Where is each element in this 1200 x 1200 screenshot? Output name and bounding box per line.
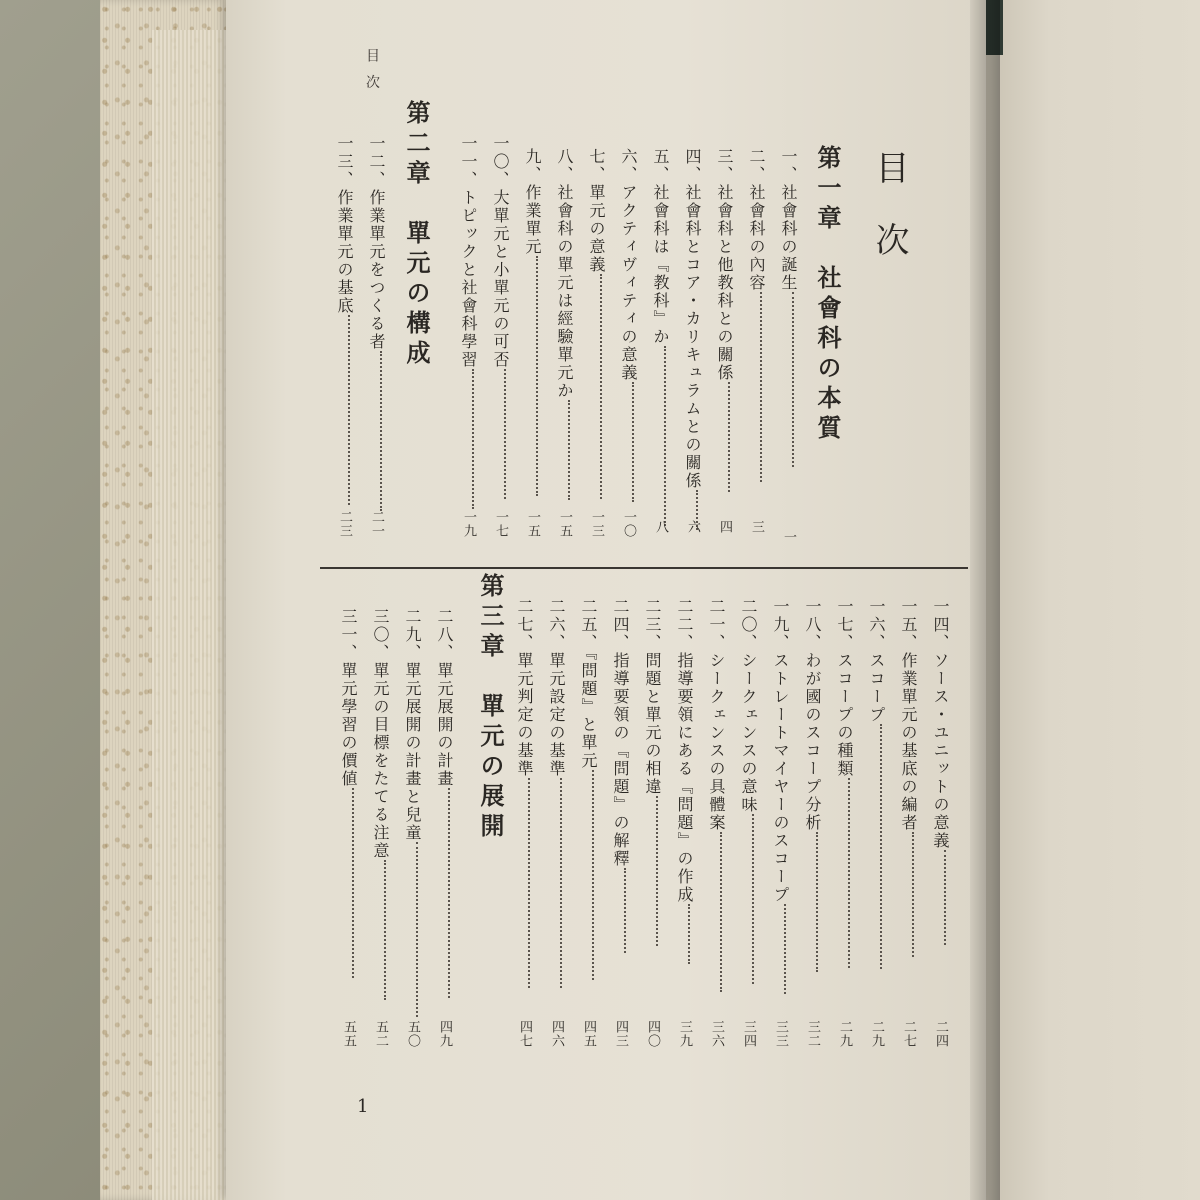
dot-leader [352,788,356,978]
chapter-1-title: 第一章 社會科の本質 [813,145,842,445]
book-page-edges-inner [152,30,232,1200]
toc-entry [548,598,564,988]
entry-text: 一六、スコープ [867,598,886,724]
entry-text: 七、單元の意義 [587,148,606,274]
page-number: 四 [717,520,732,534]
dot-leader [728,382,732,492]
running-head: 目 次 [364,48,380,93]
entry-text: 一一、トピックと社會科學習 [459,135,478,369]
toc-entry [836,598,852,968]
page-number: 四〇 [645,1020,660,1048]
dot-leader [348,315,352,505]
dot-leader [720,832,724,992]
dot-leader [600,274,604,499]
page-number: 三二 [805,1020,820,1048]
toc-entry [436,608,452,998]
page-number: 四七 [517,1020,532,1048]
dot-leader [536,256,540,496]
dot-leader [448,788,452,998]
toc-entry [708,598,724,992]
toc-entry [368,135,384,511]
dot-leader [944,850,948,945]
entry-text: 二、社會科の內容 [747,148,766,292]
dot-leader [592,770,596,980]
toc-entry [588,148,604,499]
dot-leader [624,868,628,953]
dot-leader [912,832,916,957]
toc-entry [372,608,388,1000]
page-number: 三九 [677,1020,692,1048]
entry-text: 二一、シークェンスの具體案 [707,598,726,832]
dot-leader [384,860,388,1000]
toc-entry [932,598,948,945]
page-number: 三 [749,520,764,534]
gutter-shadow [970,0,1000,1200]
dot-leader [688,904,692,964]
dot-leader [848,778,852,968]
entry-text: 三〇、單元の目標をたてる注意 [371,608,390,860]
toc-entry [336,135,352,505]
entry-text: 八、社會科の單元は經驗單元か [555,148,574,400]
entry-text: 一五、作業單元の基底の編者 [899,598,918,832]
dot-leader [560,778,564,988]
toc-entry [748,148,764,482]
page-number: 二一 [369,510,384,538]
toc-entry [684,148,700,530]
entry-text: 一〇、大單元と小單元の可否 [491,135,510,369]
dot-leader [528,778,532,988]
page-number: 二七 [901,1020,916,1048]
toc-entry [340,608,356,978]
entry-text: 二三、問題と單元の相違 [643,598,662,796]
toc-entry [580,598,596,980]
entry-text: 一四、ソース・ユニットの意義 [931,598,950,850]
toc-entry [740,598,756,984]
page-number: 五二 [373,1020,388,1048]
toc-entry [676,598,692,964]
dot-leader [664,346,668,526]
toc-entry [716,148,732,492]
toc-entry [556,148,572,500]
dot-leader [632,382,636,502]
entry-text: 一九、ストレートマイヤーのスコープ [771,598,790,904]
toc-entry [780,148,796,467]
dot-leader [784,904,788,994]
entry-text: 一七、スコープの種類 [835,598,854,778]
page-number: 二四 [933,1020,948,1048]
page-number: 四九 [437,1020,452,1048]
entry-text: 二九、單元展開の計畫と兒童 [403,608,422,842]
page-number: 三四 [741,1020,756,1048]
entry-text: 一三、作業單元の基底 [335,135,354,315]
page-number: 三六 [709,1020,724,1048]
dot-leader [416,842,420,1017]
toc-entry [804,598,820,972]
toc-entry [404,608,420,1017]
page-number: 二九 [869,1020,884,1048]
toc-entry [620,148,636,502]
page-number: 四五 [581,1020,596,1048]
toc-entry [612,598,628,953]
entry-text: 二二、指導要領にある『問題』の作成 [675,598,694,904]
dot-leader [880,724,884,969]
dot-leader [472,369,476,509]
chapter-3-title: 第三章 單元の展開 [476,573,505,843]
page-number: 五五 [341,1020,356,1048]
toc-entry [772,598,788,994]
entry-text: 二五、『問題』と單元 [579,598,598,770]
dot-leader [760,292,764,482]
entry-text: 二〇、シークェンスの意味 [739,598,758,814]
entry-text: 三、社會科と他教科との關係 [715,148,734,382]
entry-text: 一、社會科の誕生 [779,148,798,292]
dot-leader [792,292,796,467]
toc-entry [868,598,884,969]
page-number: 一三 [589,510,604,538]
page-number: 一七 [493,510,508,538]
toc-entry [644,598,660,946]
toc-title: 目次 [869,150,909,294]
page-number: 二三 [337,510,352,538]
entry-text: 六、アクティヴィティの意義 [619,148,638,382]
page-number: 一九 [461,510,476,538]
page-number: 一五 [525,510,540,538]
page-number: 六 [685,520,700,534]
page-number: 四三 [613,1020,628,1048]
chapter-2-title: 第二章 單元の構成 [402,100,431,370]
toc-entry [516,598,532,988]
page-number: 一 [781,530,796,544]
entry-text: 二七、單元判定の基準 [515,598,534,778]
page-number: 四六 [549,1020,564,1048]
entry-text: 九、作業單元 [523,148,542,256]
page-number: 五〇 [405,1020,420,1048]
page-number: 一〇 [621,510,636,538]
dot-leader [656,796,660,946]
toc-entry [900,598,916,957]
facing-page [985,0,1200,1200]
page-number: 一五 [557,510,572,538]
toc-entry [524,148,540,496]
dot-leader [816,832,820,972]
page-number: 三三 [773,1020,788,1048]
entry-text: 二八、單元展開の計畫 [435,608,454,788]
page-number: 八 [653,520,668,534]
entry-text: 二六、單元設定の基準 [547,598,566,778]
entry-text: 二四、指導要領の『問題』の解釋 [611,598,630,868]
entry-text: 五、社會科は『教科』か [651,148,670,346]
dot-leader [568,400,572,500]
entry-text: 一八、わが國のスコープ分析 [803,598,822,832]
toc-entry [492,135,508,499]
entry-text: 一二、作業單元をつくる者 [367,135,386,351]
dot-leader [752,814,756,984]
entry-text: 四、社會科とコア・カリキュラムとの關係 [683,148,702,490]
dot-leader [504,369,508,499]
toc-entry [460,135,476,509]
page-number: 二九 [837,1020,852,1048]
section-divider [320,567,968,569]
entry-text: 三一、單元學習の價値 [339,608,358,788]
dot-leader [380,351,384,511]
page-folio: 1 [357,1096,369,1117]
toc-entry [652,148,668,526]
